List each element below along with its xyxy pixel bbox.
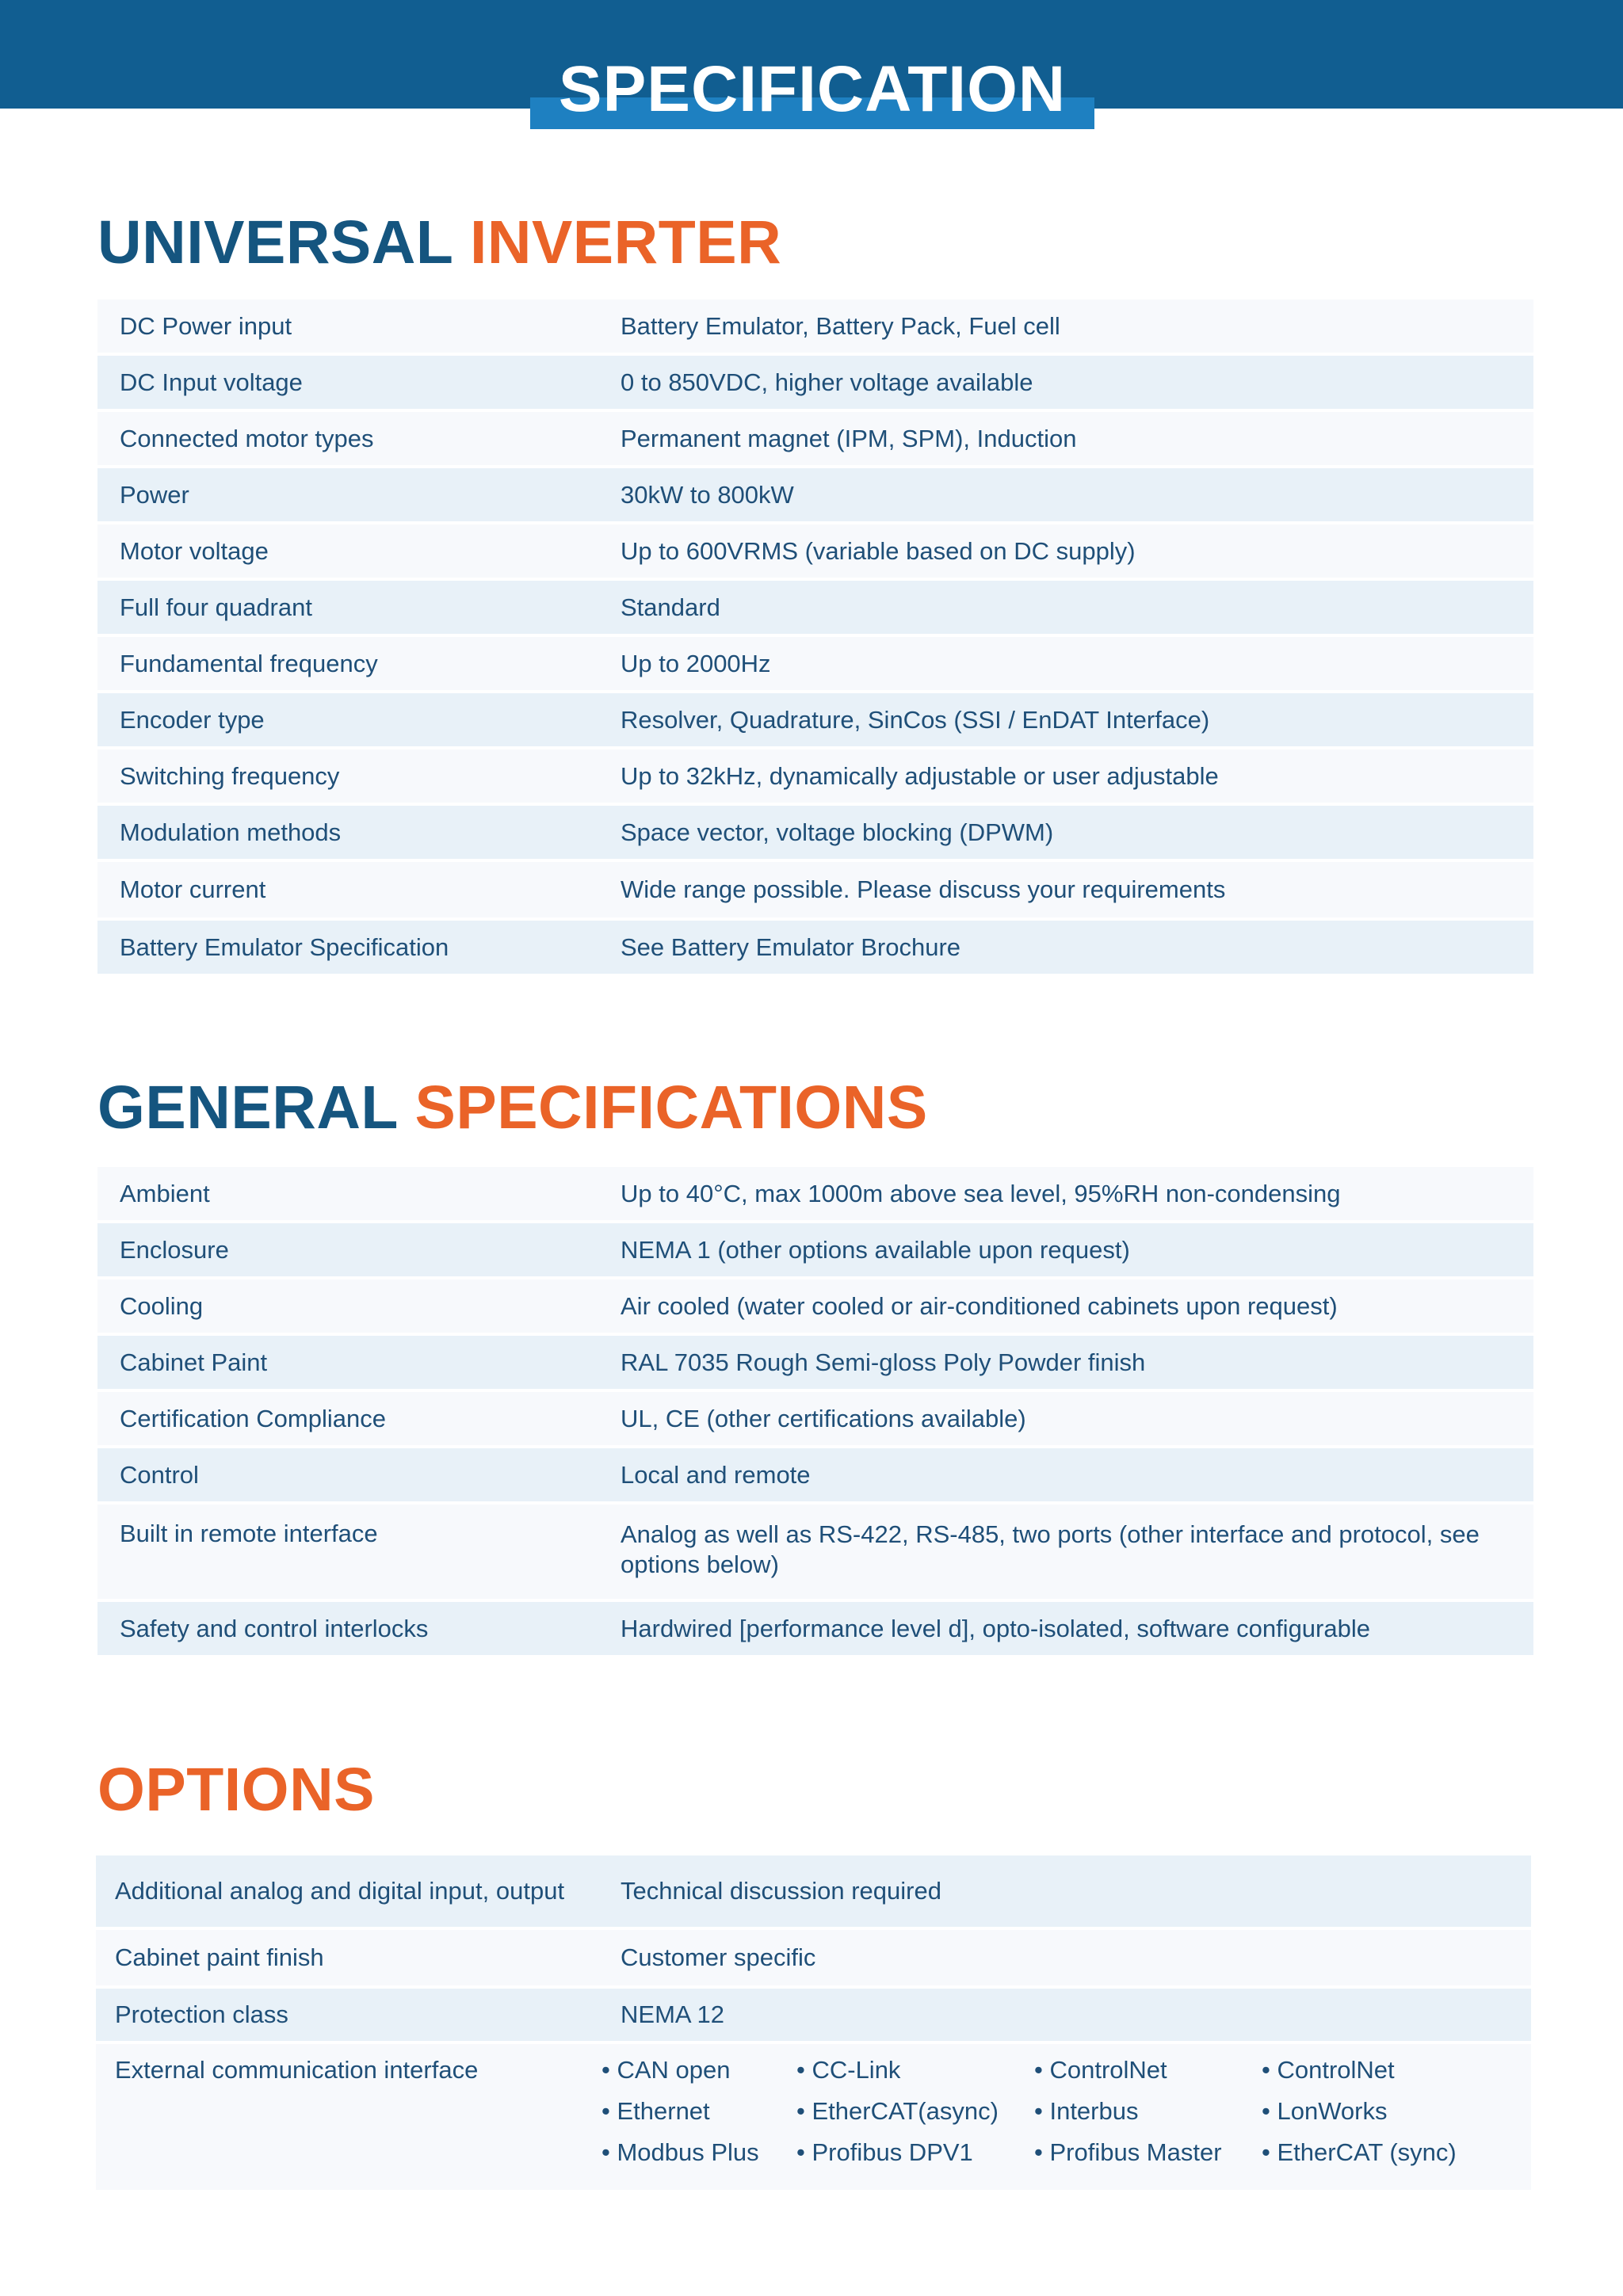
row-label: Ambient [120,1179,210,1207]
table-row [97,921,1533,977]
table-row [96,1989,1531,2044]
row-label: Full four quadrant [120,593,312,621]
row-label: Built in remote interface [120,1520,378,1547]
heading-word-primary: UNIVERSAL [97,208,453,277]
row-label: DC Input voltage [120,368,303,396]
table-row [96,2044,1531,2193]
row-label: Motor current [120,875,266,903]
row-label: Modulation methods [120,818,342,846]
table-row [96,1930,1531,1989]
table-row [97,1280,1533,1336]
row-value: Up to 600VRMS (variable based on DC supply) [621,536,1136,565]
row-label: Fundamental frequency [120,649,378,677]
list-item: • Ethernet [601,2096,796,2126]
row-value: NEMA 1 (other options available upon request) [621,1235,1130,1264]
row-value: Up to 40°C, max 1000m above sea level, 95%RH non-condensing [621,1179,1341,1207]
options-table [96,1855,1531,2193]
row-value: Battery Emulator, Battery Pack, Fuel cell [621,311,1060,340]
page-title: SPECIFICATION [558,53,1067,125]
row-value: 30kW to 800kW [621,480,794,509]
row-value: Standard [621,593,720,621]
list-item: • CAN open [601,2055,796,2085]
list-item: • EtherCAT(async) [796,2096,1034,2126]
table-row [97,862,1533,921]
list-item: • EtherCAT (sync) [1262,2138,1499,2168]
row-value: Resolver, Quadrature, SinCos (SSI / EnDAT Interface) [621,705,1210,734]
table-row [97,749,1533,806]
table-row [96,1855,1531,1930]
row-value: Analog as well as RS-422, RS-485, two ports (other interface and protocol, see options below) [621,1520,1480,1578]
table-row [97,1505,1533,1602]
row-value: UL, CE (other certifications available) [621,1404,1026,1432]
row-label: Motor voltage [120,536,269,565]
table-row [97,1448,1533,1505]
row-value: 0 to 850VDC, higher voltage available [621,368,1033,396]
row-label: Cabinet Paint [120,1348,268,1376]
row-value: See Battery Emulator Brochure [621,933,961,961]
table-row [97,468,1533,524]
row-label: Certification Compliance [120,1404,386,1432]
list-item: • LonWorks [1262,2096,1499,2126]
row-label: Power [120,480,189,509]
list-item: • Profibus DPV1 [796,2138,1034,2168]
row-label: Control [120,1460,199,1489]
communication-interface-list [601,2055,1531,2168]
row-label: Cooling [120,1291,204,1320]
table-row [97,806,1533,862]
row-label: DC Power input [120,311,292,340]
table-row [97,356,1533,412]
row-value: Up to 32kHz, dynamically adjustable or user adjustable [621,761,1219,790]
table-row [97,637,1533,693]
table-row [97,412,1533,468]
row-value: NEMA 12 [621,2000,724,2028]
general-specifications-table [97,1167,1533,1658]
row-value: Wide range possible. Please discuss your requirements [621,875,1226,903]
row-label: Protection class [115,2000,288,2028]
list-item: • Interbus [1034,2096,1262,2126]
row-value: Local and remote [621,1460,811,1489]
row-label: External communication interface [115,2056,479,2084]
options-heading [97,1754,375,1825]
table-row [97,299,1533,356]
heading-word-primary: GENERAL [97,1074,398,1142]
table-row [97,1223,1533,1280]
table-row [97,524,1533,581]
list-item: • ControlNet [1262,2055,1499,2085]
row-label: Switching frequency [120,761,340,790]
row-label: Battery Emulator Specification [120,933,449,961]
list-item: • Modbus Plus [601,2138,796,2168]
table-row [97,1602,1533,1658]
list-item: • CC-Link [796,2055,1034,2085]
row-label: Enclosure [120,1235,229,1264]
universal-inverter-heading [97,207,781,278]
row-label: Connected motor types [120,424,374,452]
table-row [97,1336,1533,1392]
row-value: Technical discussion required [621,1877,941,1905]
table-row [97,1392,1533,1448]
row-value: Customer specific [621,1943,816,1971]
list-item: • Profibus Master [1034,2138,1262,2168]
table-row [97,1167,1533,1223]
general-specifications-heading [97,1072,928,1143]
universal-inverter-table [97,299,1533,977]
row-value: Hardwired [performance level d], opto-isolated, software configurable [621,1614,1370,1642]
heading-word-accent: INVERTER [469,208,782,277]
row-value: Space vector, voltage blocking (DPWM) [621,818,1054,846]
row-label: Safety and control interlocks [120,1614,429,1642]
heading-word-accent: OPTIONS [97,1756,376,1824]
row-label: Additional analog and digital input, output [115,1877,565,1905]
list-item: • ControlNet [1034,2055,1262,2085]
row-value: Air cooled (water cooled or air-conditioned cabinets upon request) [621,1291,1338,1320]
table-row [97,581,1533,637]
row-label: Encoder type [120,705,265,734]
row-label: Cabinet paint finish [115,1943,324,1971]
heading-word-accent: SPECIFICATIONS [414,1074,928,1142]
row-value: Permanent magnet (IPM, SPM), Induction [621,424,1077,452]
table-row [97,693,1533,749]
row-value: RAL 7035 Rough Semi-gloss Poly Powder finish [621,1348,1146,1376]
row-value: Up to 2000Hz [621,649,771,677]
